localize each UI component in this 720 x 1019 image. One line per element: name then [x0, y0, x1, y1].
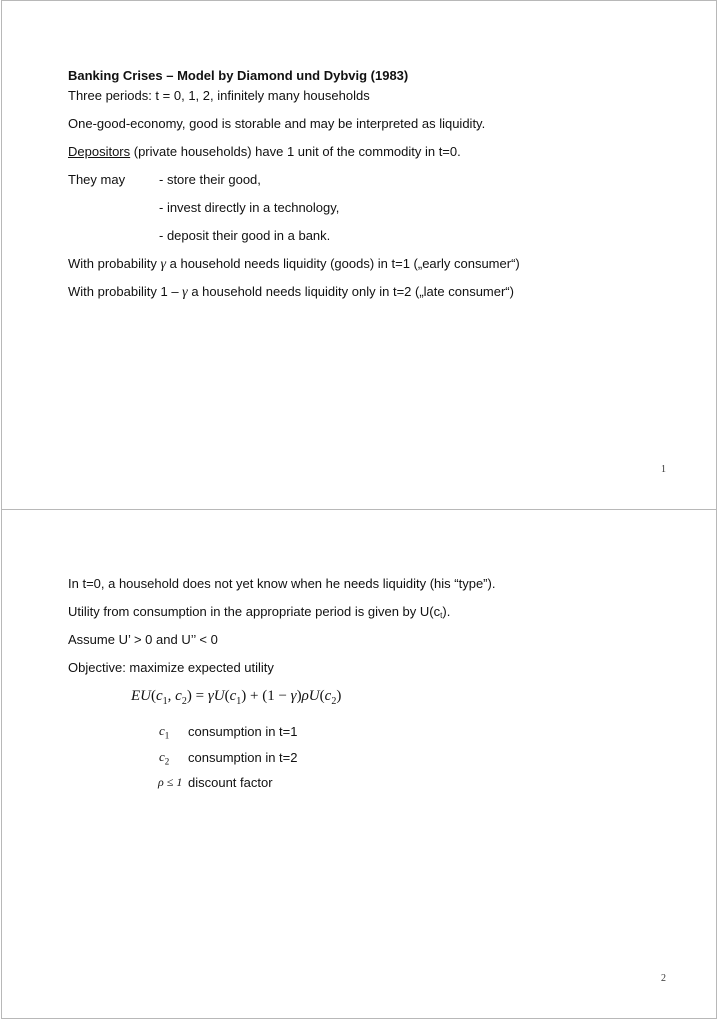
assume-line: Assume U’ > 0 and U’’ < 0 [68, 632, 218, 647]
symbol-c1: $c_1$ [159, 723, 170, 741]
slide-page-2 [1, 509, 717, 1019]
late-prefix: With probability 1 – [68, 284, 183, 299]
symbol-rho: ρ ≤ 1 [158, 775, 183, 789]
option-store: - store their good, [159, 172, 261, 187]
they-may-label: They may [68, 172, 126, 187]
early-suffix: a household needs liquidity (goods) in t=1 („early consumer“) [166, 256, 520, 271]
depositors-line [68, 144, 461, 160]
objective-line: Objective: maximize expected utility [68, 660, 274, 675]
gamma-symbol: γ [160, 257, 167, 272]
gamma-symbol: γ [182, 285, 188, 300]
early-prefix: With probability [68, 256, 161, 271]
depositors-term: Depositors [68, 144, 131, 159]
symbol-c2: $c_2$ [159, 749, 170, 767]
def-rho: discount factor [188, 775, 273, 790]
periods-line: Three periods: t = 0, 1, 2, infinitely many households [68, 88, 370, 103]
def-c1: consumption in t=1 [188, 724, 298, 739]
slide-page-1 [1, 0, 717, 510]
utility-prefix: Utility from consumption in the appropriate period is given by U(c [68, 604, 441, 619]
page-number: 2 [661, 973, 666, 984]
economy-line: One-good-economy, good is storable and may be interpreted as liquidity. [68, 116, 486, 131]
utility-subscript: t [440, 611, 443, 620]
late-suffix: a household needs liquidity only in t=2 („late consumer“) [187, 284, 514, 299]
page-number: 1 [661, 464, 666, 475]
type-line: In t=0, a household does not yet know when he needs liquidity (his “type”). [68, 576, 496, 591]
depositors-text: (private households) have 1 unit of the commodity in t=0. [130, 144, 461, 159]
utility-suffix: ). [442, 604, 451, 619]
utility-line [68, 604, 450, 624]
option-deposit: - deposit their good in a bank. [159, 228, 331, 243]
slide-title: Banking Crises – Model by Diamond und Dybvig (1983) [68, 68, 409, 83]
def-c2: consumption in t=2 [188, 750, 298, 765]
late-consumer-line [68, 284, 514, 301]
expected-utility-equation: $EU(c_1$, $c_2) = \gamma U(c_1) + (1 - \gamma)\rho U(c_2)$ [131, 688, 342, 707]
option-invest: - invest directly in a technology, [159, 200, 340, 215]
early-consumer-line [68, 256, 520, 273]
